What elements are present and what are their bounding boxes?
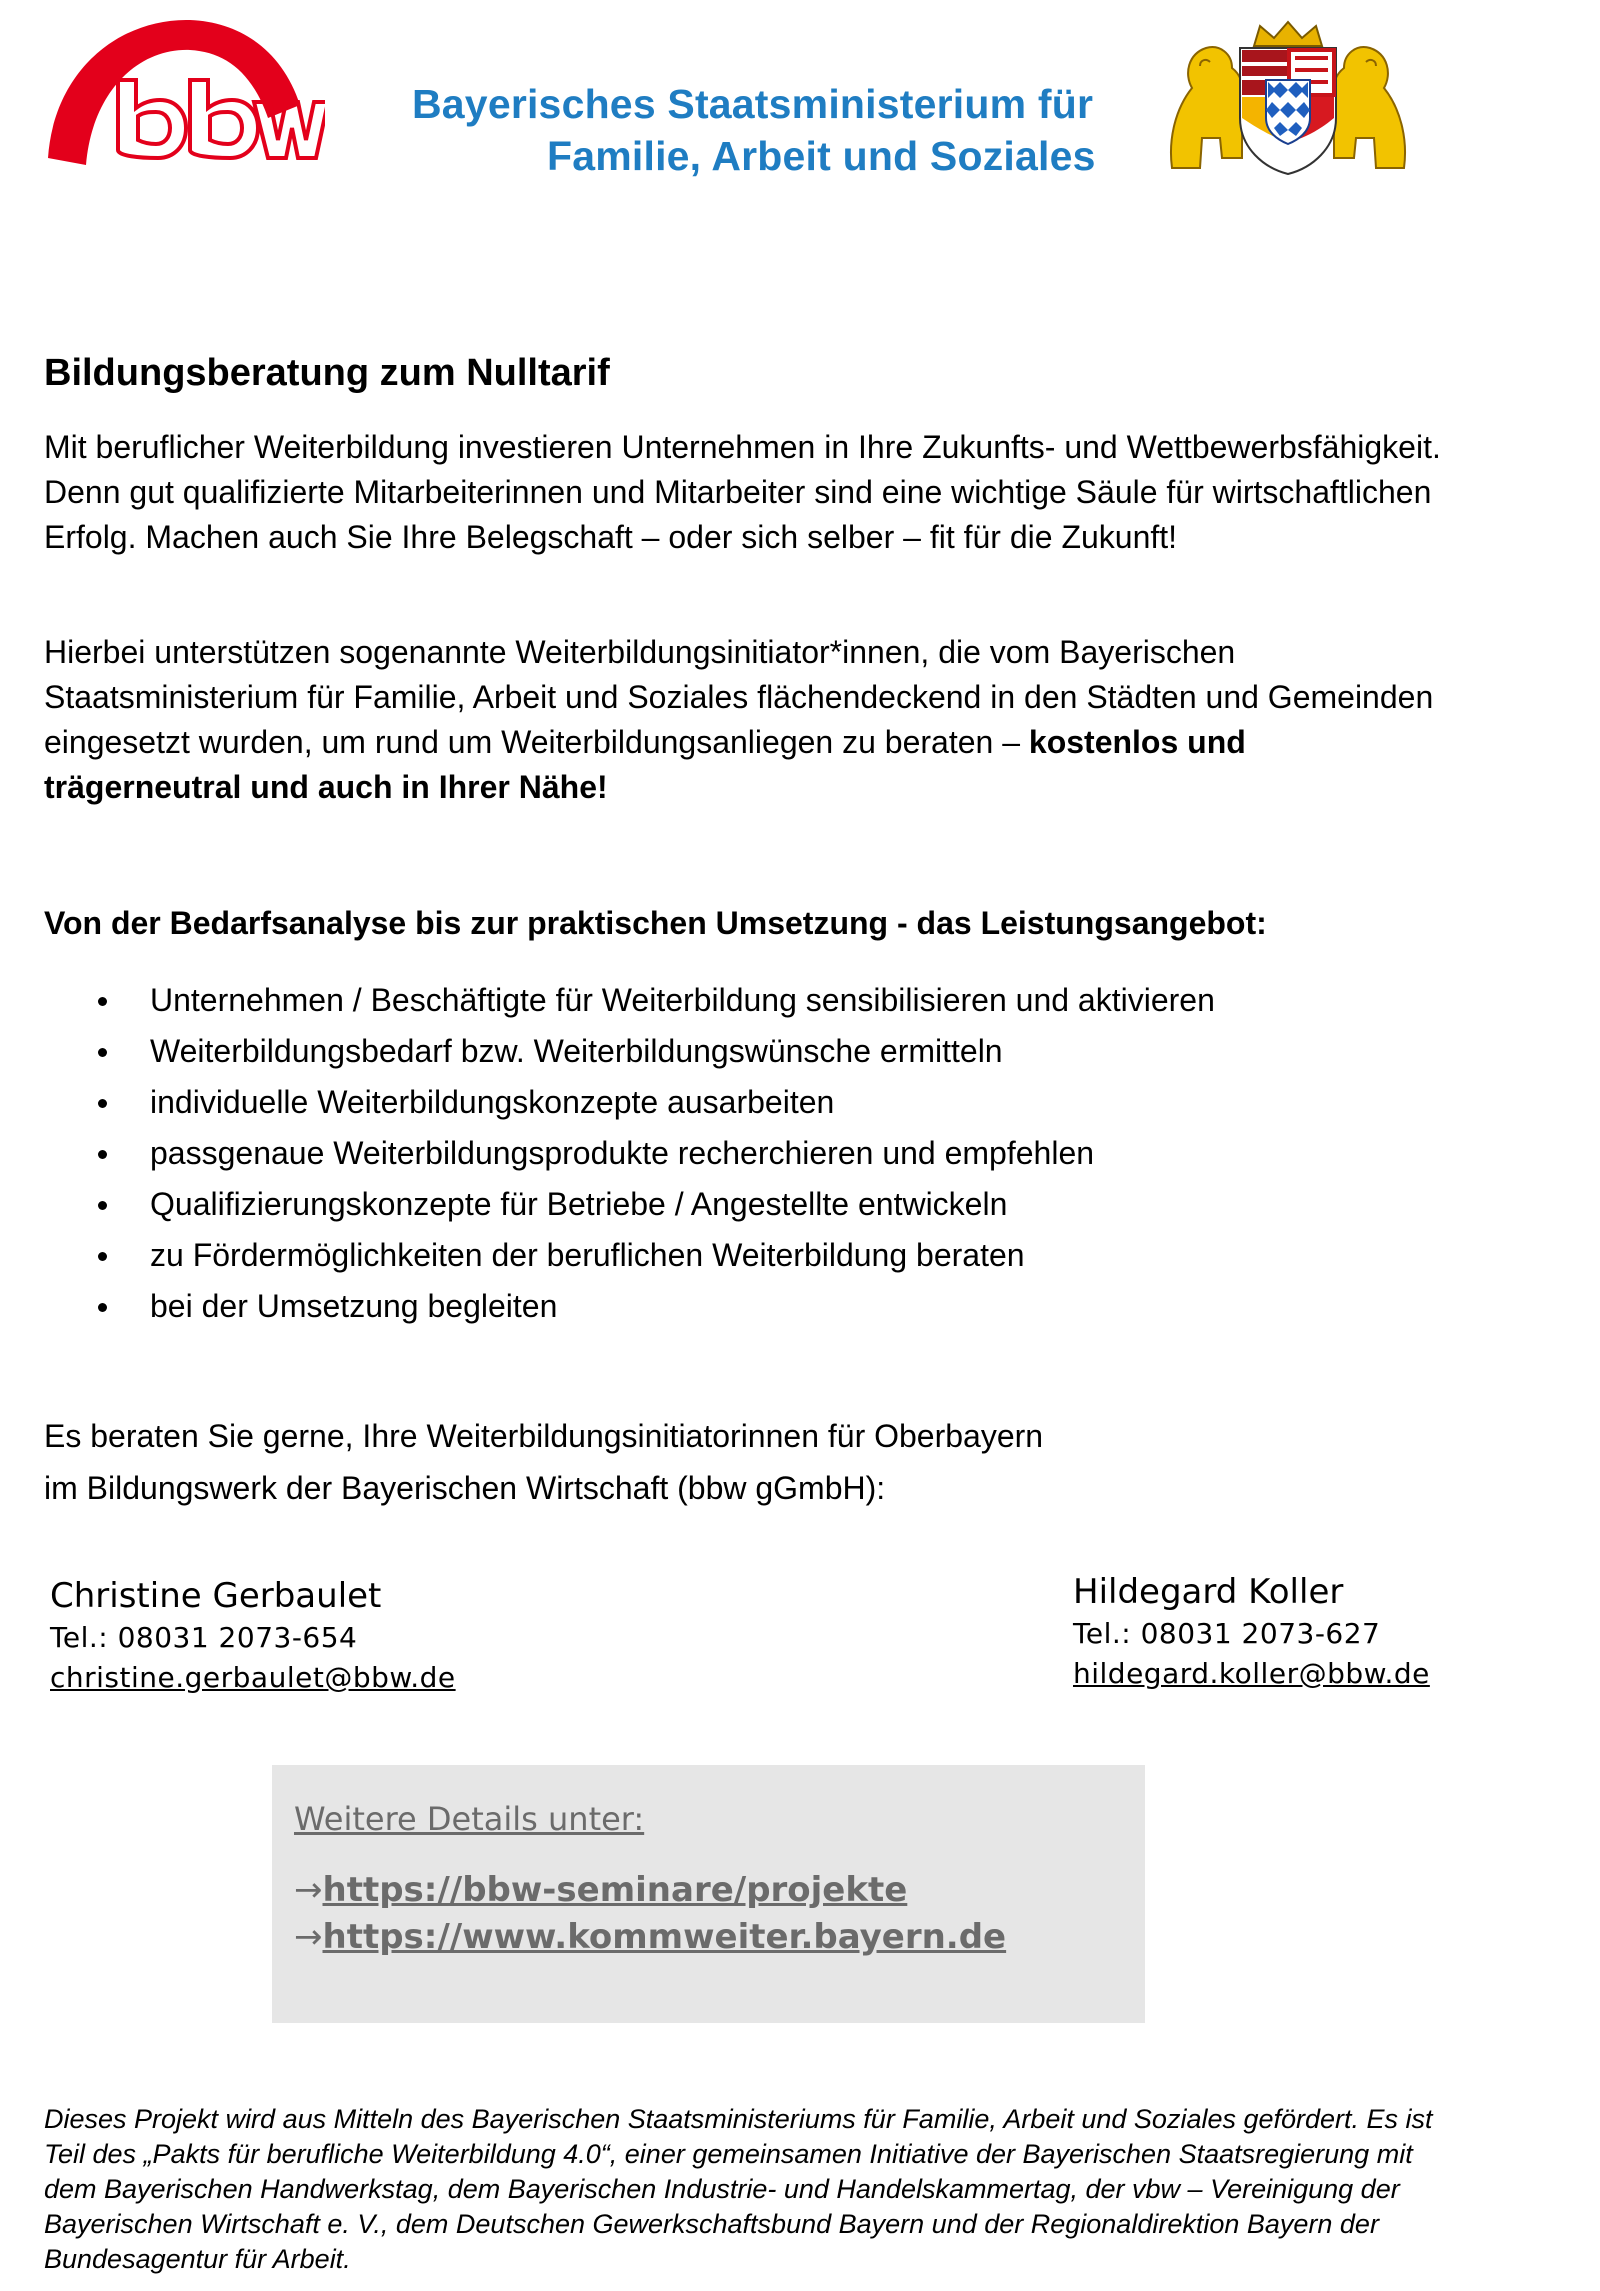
page-title: Bildungsberatung zum Nulltarif <box>44 352 610 394</box>
details-link-row <box>294 1870 907 1910</box>
arrow-right-icon: → <box>294 1870 323 1910</box>
contact-name: Christine Gerbaulet <box>50 1576 382 1616</box>
contacts-intro-line-2: im Bildungswerk der Bayerischen Wirtschaft (bbw gGmbH): <box>44 1470 886 1506</box>
list-item-text: passgenaue Weiterbildungsprodukte recherchieren und empfehlen <box>150 1135 1095 1171</box>
bavarian-coat-of-arms-icon <box>1162 18 1414 178</box>
list-item-text: bei der Umsetzung begleiten <box>150 1288 558 1324</box>
kommweiter-link[interactable]: https://www.kommweiter.bayern.de <box>322 1917 1007 1957</box>
details-title: Weitere Details unter: <box>294 1800 645 1838</box>
contacts-intro <box>44 1410 1043 1514</box>
funding-footnote: Dieses Projekt wird aus Mitteln des Bayerischen Staatsministeriums für Familie, Arbeit und Soziales gefördert. Es ist Teil des „Pakts für berufliche Weiterbildung 4.0“, einer gemeinsamen Initiative der Bayerischen Staatsregierung mit dem Bayerischen Handwerkstag, dem Bayerischen Industrie- und Handelskammertag, der vbw – Vereinigung der Bayerischen Wirtschaft e. V., dem Deutschen Gewerkschaftsbund Bayern und der Regionaldirektion Bayern der Bundesagentur für Arbeit. <box>44 2104 1433 2274</box>
contact-card-koller <box>1073 1570 1430 1694</box>
support-paragraph <box>44 630 1444 810</box>
bullet-icon <box>98 1099 107 1108</box>
bullet-icon <box>98 997 107 1006</box>
contact-name: Hildegard Koller <box>1073 1572 1344 1612</box>
list-item-text: Qualifizierungskonzepte für Betriebe / Angestellte entwickeln <box>150 1186 1008 1222</box>
contact-email-link[interactable]: hildegard.koller@bbw.de <box>1073 1657 1430 1690</box>
contact-phone: Tel.: 08031 2073-627 <box>1073 1617 1381 1650</box>
list-item-text: Unternehmen / Beschäftigte für Weiterbildung sensibilisieren und aktivieren <box>150 982 1215 1018</box>
arrow-right-icon: → <box>294 1917 323 1957</box>
list-item <box>80 1179 1215 1230</box>
contact-phone: Tel.: 08031 2073-654 <box>50 1621 358 1654</box>
bbw-logo <box>40 10 325 175</box>
list-item-text: Weiterbildungsbedarf bzw. Weiterbildungswünsche ermitteln <box>150 1033 1003 1069</box>
support-paragraph-text: Hierbei unterstützen sogenannte Weiterbildungsinitiator*innen, die vom Bayerischen Staatsministerium für Familie, Arbeit und Soziales flächendeckend in den Städten und Gemeinden eingesetzt wurden, um rund um Weiterbildungsanliegen zu beraten – <box>44 634 1434 760</box>
contact-card-gerbaulet <box>50 1574 456 1698</box>
ministry-line-2: Familie, Arbeit und Soziales <box>547 133 1096 179</box>
services-list <box>80 975 1215 1332</box>
list-item <box>80 1077 1215 1128</box>
list-item <box>80 975 1215 1026</box>
list-item <box>80 1230 1215 1281</box>
intro-paragraph: Mit beruflicher Weiterbildung investieren Unternehmen in Ihre Zukunfts- und Wettbewerbsfähigkeit. Denn gut qualifizierte Mitarbeiterinnen und Mitarbeiter sind eine wichtige Säule für wirtschaftlichen Erfolg. Machen auch Sie Ihre Belegschaft – oder sich selber – fit für die Zukunft! <box>44 429 1441 555</box>
support-paragraph-highlight: kostenlos und trägerneutral und auch in Ihrer Nähe! <box>44 724 1246 805</box>
bullet-icon <box>98 1150 107 1159</box>
contact-email-link[interactable]: christine.gerbaulet@bbw.de <box>50 1661 456 1694</box>
list-item-text: zu Fördermöglichkeiten der beruflichen Weiterbildung beraten <box>150 1237 1025 1273</box>
bullet-icon <box>98 1048 107 1057</box>
bullet-icon <box>98 1252 107 1261</box>
bullet-icon <box>98 1201 107 1210</box>
services-heading: Von der Bedarfsanalyse bis zur praktischen Umsetzung - das Leistungsangebot: <box>44 905 1267 941</box>
ministry-line-1: Bayerisches Staatsministerium für <box>412 81 1094 127</box>
bullet-icon <box>98 1303 107 1312</box>
ministry-name <box>412 78 1096 182</box>
contacts-intro-line-1: Es beraten Sie gerne, Ihre Weiterbildungsinitiatorinnen für Oberbayern <box>44 1418 1044 1454</box>
list-item <box>80 1026 1215 1077</box>
list-item-text: individuelle Weiterbildungskonzepte ausarbeiten <box>150 1084 835 1120</box>
details-link-row <box>294 1917 1006 1957</box>
bbw-seminare-link[interactable]: https://bbw-seminare/projekte <box>322 1870 908 1910</box>
list-item <box>80 1281 1215 1332</box>
details-box <box>272 1765 1145 2023</box>
list-item <box>80 1128 1215 1179</box>
